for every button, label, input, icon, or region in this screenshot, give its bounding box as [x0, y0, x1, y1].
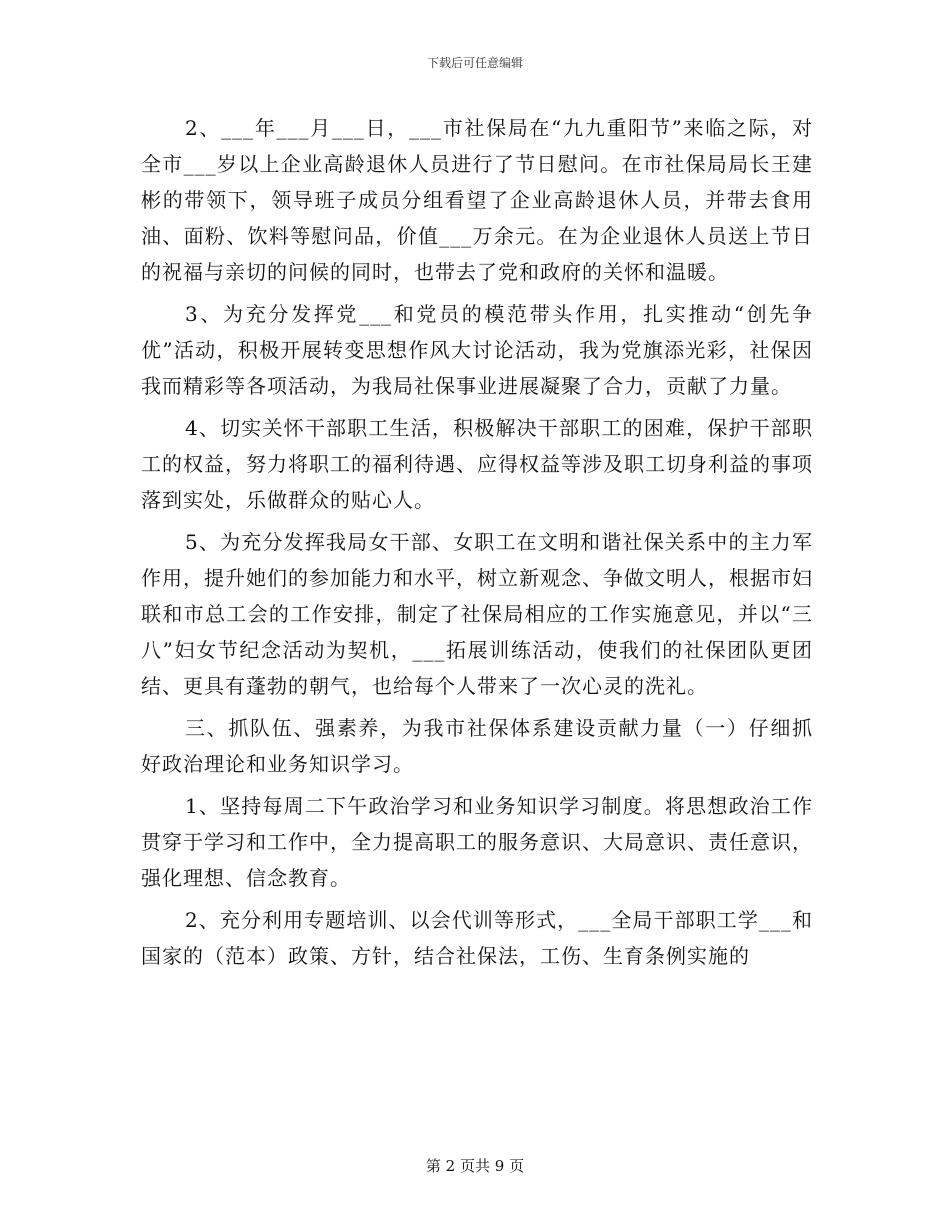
paragraph-item-2-visit: 2、___年___月___日，___市社保局在“九九重阳节”来临之际，对全市___岁以上企业高龄退休人员进行了节日慰问。在市社保局局长王建彬的带领下，领导班子成员分组看望了企业高龄退休人员，并带去食用油、面粉、饮料等慰问品，价值___万余元。在为企业退休人员送上节日的祝福与亲切的问候的同时，也带去了党和政府的关怀和温暖。	[141, 116, 813, 284]
paragraph-item-2-training: 2、充分利用专题培训、以会代训等形式，___全局干部职工学___和国家的（范本）政策、方针，结合社保法，工伤、生育条例实施的	[141, 908, 813, 968]
page-header-note: 下载后可任意编辑	[426, 56, 523, 70]
paragraph-item-3-party: 3、为充分发挥党___和党员的模范带头作用，扎实推动“创先争优”活动，积极开展转变思想作风大讨论活动，我为党旗添光彩，社保因我而精彩等各项活动，为我局社保事业进展凝聚了合力，贡献了力量。	[141, 302, 813, 398]
page-number: 第 2 页共 9 页	[425, 1157, 525, 1175]
paragraph-item-4-care: 4、切实关怀干部职工生活，积极解决干部职工的困难，保护干部职工的权益，努力将职工的福利待遇、应得权益等涉及职工切身利益的事项落到实处，乐做群众的贴心人。	[141, 416, 813, 512]
paragraph-item-1-study: 1、坚持每周二下午政治学习和业务知识学习制度。将思想政治工作贯穿于学习和工作中，全力提高职工的服务意识、大局意识、责任意识，强化理想、信念教育。	[141, 794, 813, 890]
paragraph-item-5-women: 5、为充分发挥我局女干部、女职工在文明和谐社保关系中的主力军作用，提升她们的参加能力和水平，树立新观念、争做文明人，根据市妇联和市总工会的工作安排，制定了社保局相应的工作实施意见，并以“三八”妇女节纪念活动为契机，___拓展训练活动，使我们的社保团队更团结、更具有蓬勃的朝气，也给每个人带来了一次心灵的洗礼。	[141, 530, 813, 698]
document-body	[141, 110, 813, 980]
section-heading-three: 三、抓队伍、强素养，为我市社保体系建设贡献力量（一）仔细抓好政治理论和业务知识学习。	[141, 716, 813, 776]
